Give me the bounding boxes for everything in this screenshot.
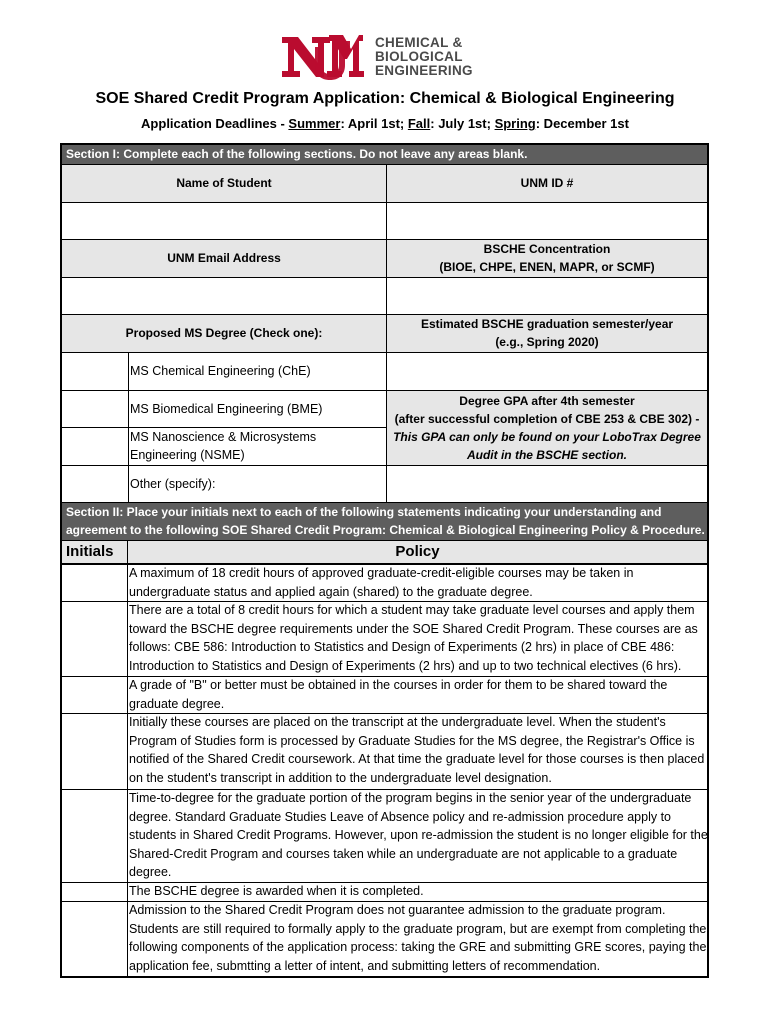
unm-logo-icon xyxy=(279,33,364,81)
initials-field-3[interactable] xyxy=(62,676,128,713)
option-che: MS Chemical Engineering (ChE) xyxy=(130,364,311,378)
degree-gpa-field[interactable] xyxy=(387,465,707,502)
option-other[interactable]: Other (specify): xyxy=(130,476,216,491)
section-2-heading: Section II: Place your initials next to each of the following statements indicating your understanding and agreement to the following SOE Shared Credit Program: Chemical & Biological Engineering Policy & Procedure. xyxy=(62,502,707,540)
checkbox-bme[interactable] xyxy=(62,390,128,427)
application-form xyxy=(60,143,709,978)
initials-field-1[interactable] xyxy=(62,564,128,601)
policy-row-2: There are a total of 8 credit hours for which a student may take graduate level courses and apply them toward the BSCHE degree requirements under the SOE Shared Credit Program. These courses are as follows: CBE 586: Introduction to Statistics and Design of Experiments (2 hrs) in place of CBE 486: Introduction to Statistics and Design of Experiments (2 hrs) and up to two technical electives (6 hrs). xyxy=(129,603,698,673)
grid-line xyxy=(62,352,707,353)
initials-field-5[interactable] xyxy=(62,789,128,882)
section-1-heading: Section I: Complete each of the following sections. Do not leave any areas blank. xyxy=(62,145,707,164)
policy-row-3: A grade of "B" or better must be obtained in the courses in order for them to be shared toward the graduate degree. xyxy=(129,678,668,711)
grid-line xyxy=(62,789,707,790)
grid-line xyxy=(128,352,129,502)
option-bme: MS Biomedical Engineering (BME) xyxy=(130,401,323,416)
option-nsme: MS Nanoscience & Microsystems Engineering (NSME) xyxy=(130,430,317,462)
proposed-degree-label: Proposed MS Degree (Check one): xyxy=(62,314,386,352)
email-field[interactable] xyxy=(62,277,386,314)
policy-row-4: Initially these courses are placed on the transcript at the undergraduate level. When the student's Program of Studies form is processed by Graduate Studies for the MS degree, the Registrar's Office is notified of the Shared Credit coursework. At that time the graduate level for those courses is then placed on the student's transcript in addition to the undergraduate level designation. xyxy=(129,715,705,785)
grid-line xyxy=(62,202,707,203)
graduation-semester-label: Estimated BSCHE graduation semester/year (e.g., Spring 2020) xyxy=(387,314,707,352)
checkbox-che[interactable] xyxy=(62,352,128,390)
logo-line-3: ENGINEERING xyxy=(375,63,473,78)
initials-header: Initials xyxy=(62,540,128,564)
checkbox-nsme[interactable] xyxy=(62,427,128,465)
email-label: UNM Email Address xyxy=(62,239,386,277)
graduation-semester-field[interactable] xyxy=(387,352,707,390)
grid-line xyxy=(62,601,707,602)
grid-line xyxy=(386,164,387,502)
initials-field-7[interactable] xyxy=(62,901,128,976)
grid-line xyxy=(387,390,707,391)
application-deadlines: Application Deadlines - Summer: April 1st; Fall: July 1st; Spring: December 1st xyxy=(141,116,629,131)
grid-line xyxy=(62,314,707,315)
name-of-student-label: Name of Student xyxy=(62,164,386,202)
page-title: SOE Shared Credit Program Application: Chemical & Biological Engineering xyxy=(95,90,675,107)
initials-field-2[interactable] xyxy=(62,601,128,676)
name-of-student-field[interactable] xyxy=(62,202,386,239)
checkbox-other[interactable] xyxy=(62,465,128,502)
logo-department-text xyxy=(375,36,473,78)
policy-row-5: Time-to-degree for the graduate portion of the program begins in the senior year of the undergraduate degree. Standard Graduate Studies Leave of Absence policy and re-admission procedure apply to students in Shared Credit Programs. However, upon re-admission the student is no longer eligible for the Shared-Credit Program and courses taken while an undergraduate are not applicable to a graduate degree. xyxy=(129,791,708,879)
unm-id-label: UNM ID # xyxy=(387,164,707,202)
grid-line xyxy=(62,239,707,240)
grid-line xyxy=(62,427,386,428)
grid-line xyxy=(62,901,707,902)
initials-field-4[interactable] xyxy=(62,713,128,789)
grid-line xyxy=(62,713,707,714)
grid-line xyxy=(62,277,707,278)
grid-line xyxy=(62,563,707,565)
policy-row-1: A maximum of 18 credit hours of approved graduate-credit-eligible courses may be taken in undergraduate status and applied again (shared) to the graduate degree. xyxy=(129,566,634,599)
grid-line xyxy=(62,882,707,883)
policy-row-7: Admission to the Shared Credit Program does not guarantee admission to the graduate program. Students are still required to formally apply to the graduate program, but are exempt from completing the following components of the application process: taking the GRE and submitting GRE scores, paying the application fee, submtting a letter of intent, and submitting letters of recommendation. xyxy=(129,903,707,973)
degree-gpa-label: Degree GPA after 4th semester (after successful completion of CBE 253 & CBE 302) - This GPA can only be found on your LoboTrax Degree Audit in the BSCHE section. xyxy=(387,390,707,465)
concentration-label: BSCHE Concentration (BIOE, CHPE, ENEN, MAPR, or SCMF) xyxy=(387,239,707,277)
grid-line xyxy=(62,465,707,466)
policy-row-6: The BSCHE degree is awarded when it is completed. xyxy=(129,884,424,898)
grid-line xyxy=(62,502,707,503)
grid-line xyxy=(127,540,128,976)
concentration-field[interactable] xyxy=(387,277,707,314)
logo-line-1: CHEMICAL & xyxy=(375,35,463,50)
grid-line xyxy=(62,540,707,541)
grid-line xyxy=(62,164,707,165)
policy-header: Policy xyxy=(128,540,707,564)
initials-field-6[interactable] xyxy=(62,882,128,901)
logo-line-2: BIOLOGICAL xyxy=(375,49,463,64)
grid-line xyxy=(62,390,386,391)
grid-line xyxy=(62,676,707,677)
unm-id-field[interactable] xyxy=(387,202,707,239)
